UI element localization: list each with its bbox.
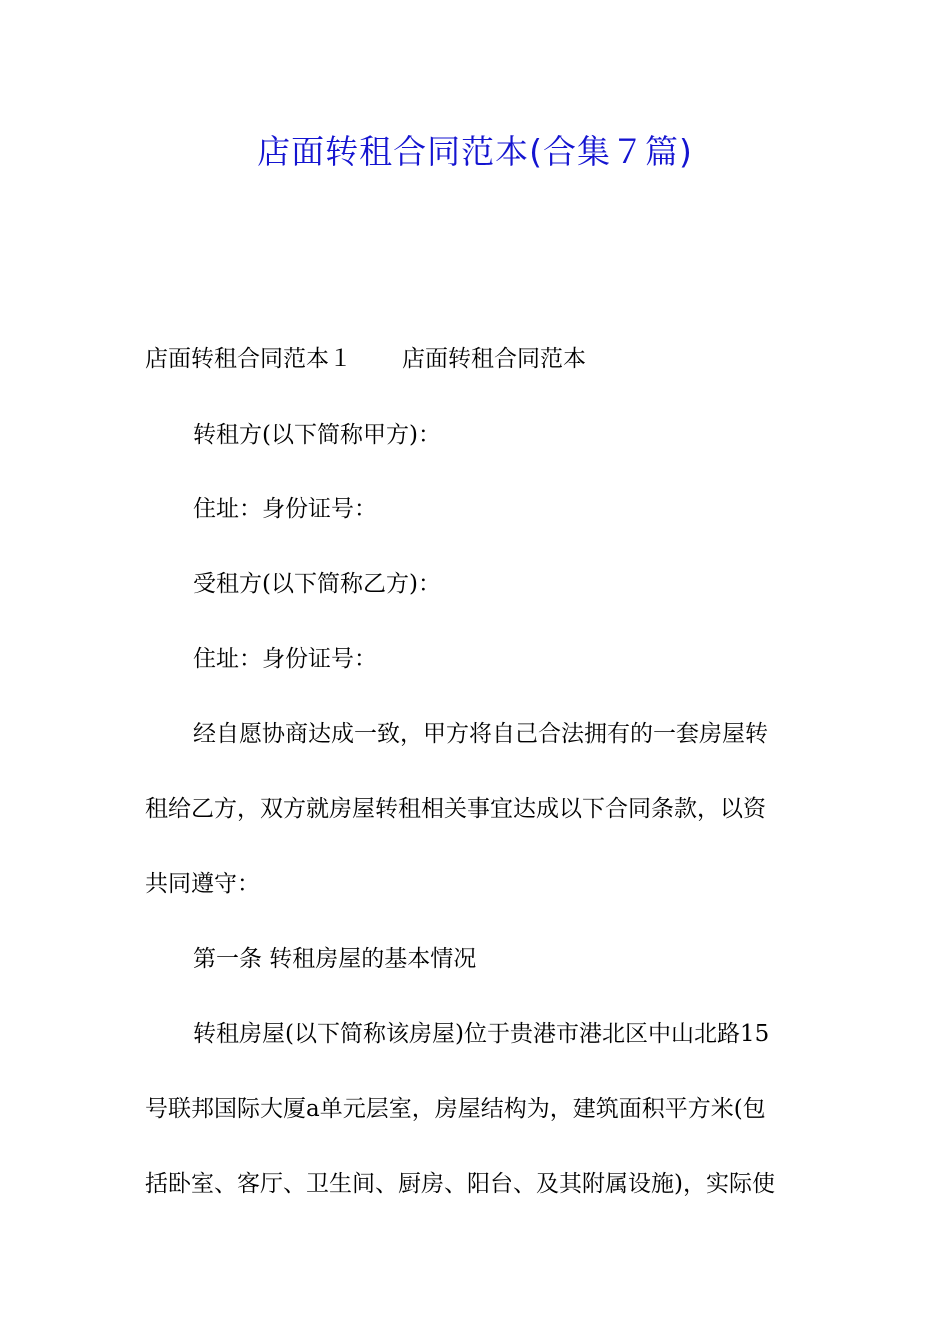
document-title: 店面转租合同范本(合集７篇)	[257, 132, 693, 171]
body-paragraph-line: 转租房屋(以下简称该房屋)位于贵港市港北区中山北路15	[193, 1021, 770, 1047]
body-paragraph-line: 括卧室、客厅、卫生间、厨房、阳台、及其附属设施)，实际使	[145, 1171, 775, 1197]
section-heading-text: 店面转租合同范本	[402, 346, 586, 372]
article-heading: 第一条 转租房屋的基本情况	[193, 946, 477, 972]
body-paragraph-line: 共同遵守：	[145, 871, 260, 897]
body-paragraph-line: 经自愿协商达成一致，甲方将自己合法拥有的一套房屋转	[193, 721, 768, 747]
lessor-address-id: 住址：身份证号：	[193, 496, 377, 522]
lessee-label: 受租方(以下简称乙方)：	[193, 571, 441, 597]
lessor-label: 转租方(以下简称甲方)：	[193, 422, 441, 448]
lessee-address-id: 住址：身份证号：	[193, 646, 377, 672]
section-heading	[145, 344, 586, 374]
section-heading-number: 店面转租合同范本１	[145, 346, 352, 372]
body-paragraph-line: 号联邦国际大厦a单元层室，房屋结构为，建筑面积平方米(包	[145, 1096, 766, 1122]
body-paragraph-line: 租给乙方，双方就房屋转租相关事宜达成以下合同条款，以资	[145, 796, 766, 822]
